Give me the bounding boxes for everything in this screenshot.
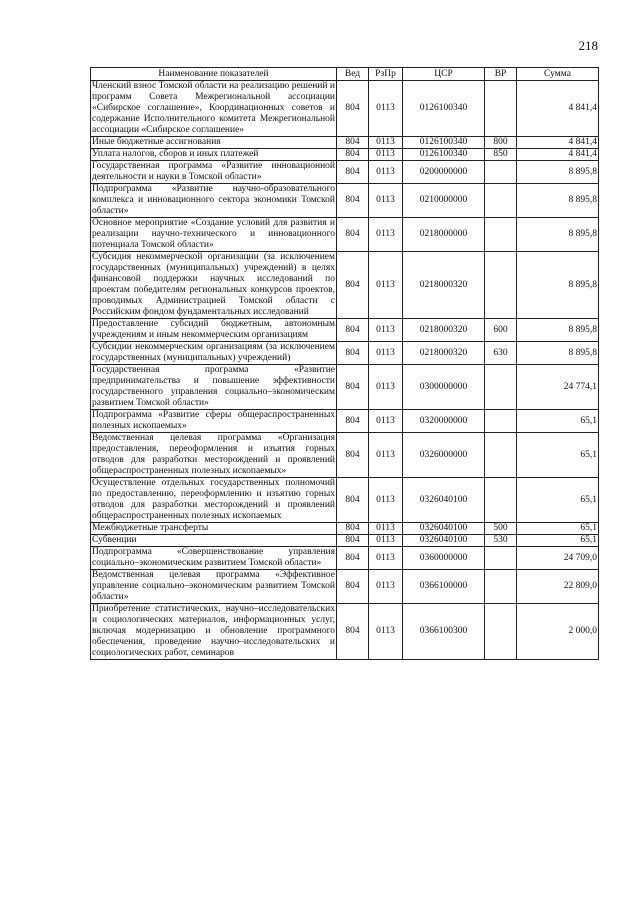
cell-name: Субсидия некоммерческой организации (за исключением государственных (муниципальных) учреждений) в целях финансовой поддержки научных исследований по проектам победителям региональных конкурсов проектов, проводимых Администрацией Томской области с Российским фондом фундаментальных исследований [92, 252, 335, 317]
cell-ved: 804 [337, 433, 369, 478]
table-row [91, 218, 599, 252]
cell-sum: 65,1 [517, 478, 599, 523]
cell-ved: 804 [337, 342, 369, 365]
cell-name: Ведомственная целевая программа «Организация предоставления, переоформления и изъятия горных отводов для разработки месторождений и проявлений общераспространенных полезных ископаемых» [92, 433, 335, 476]
cell-csr: 0320000000 [403, 410, 485, 433]
cell-rzpr: 0113 [369, 149, 403, 161]
table-row [91, 319, 599, 342]
cell-csr: 0126100340 [403, 137, 485, 149]
table-row [91, 81, 599, 137]
table-row [91, 410, 599, 433]
cell-vr: 850 [485, 149, 517, 161]
cell-name: Субсидии некоммерческим организациям (за исключением государственных (муниципальных) учреждений) [92, 342, 335, 363]
cell-vr: 500 [485, 523, 517, 535]
cell-csr: 0326040100 [403, 478, 485, 523]
cell-vr [485, 81, 517, 137]
column-header-name: Наименование показателей [91, 68, 337, 81]
cell-csr: 0360000000 [403, 547, 485, 570]
cell-name: Подпрограмма «Развитие научно-образовательного комплекса и инновационного сектора экономики Томской области» [92, 184, 335, 216]
column-header-vr: ВР [485, 68, 517, 81]
cell-name: Межбюджетные трансферты [91, 523, 337, 535]
cell-csr: 0218000320 [403, 342, 485, 365]
column-header-ved: Вед [337, 68, 369, 81]
cell-ved: 804 [337, 365, 369, 410]
cell-ved: 804 [337, 161, 369, 184]
cell-csr: 0326040100 [403, 535, 485, 547]
column-header-rzpr: РзПр [369, 68, 403, 81]
cell-sum: 24 709,0 [517, 547, 599, 570]
cell-vr: 530 [485, 535, 517, 547]
cell-rzpr: 0113 [369, 342, 403, 365]
cell-ved: 804 [337, 410, 369, 433]
table-row [91, 547, 599, 570]
cell-csr: 0218000320 [403, 319, 485, 342]
table-row [91, 342, 599, 365]
cell-ved: 804 [337, 478, 369, 523]
cell-ved: 804 [337, 523, 369, 535]
cell-csr: 0326000000 [403, 433, 485, 478]
cell-name: Членский взнос Томской области на реализацию решений и программ Совета Межрегиональной ассоциации «Сибирское соглашение», Координационных советов и содержание Исполнительного комитета Межрегиональной ассоциации «Сибирское соглашение» [92, 81, 335, 135]
cell-csr: 0218000000 [403, 218, 485, 252]
cell-vr [485, 252, 517, 319]
cell-vr [485, 410, 517, 433]
cell-rzpr: 0113 [369, 81, 403, 137]
cell-name: Предоставление субсидий бюджетным, автономным учреждениям и иным некоммерческим организациям [92, 319, 335, 340]
cell-sum: 4 841,4 [517, 81, 599, 137]
table-row [91, 433, 599, 478]
cell-ved: 804 [337, 184, 369, 218]
cell-name: Подпрограмма «Совершенствование управления социально–экономическим развитием Томской области» [92, 547, 335, 568]
cell-rzpr: 0113 [369, 319, 403, 342]
budget-table [90, 67, 599, 660]
cell-sum: 8 895,8 [517, 252, 599, 319]
table-row [91, 137, 599, 149]
cell-rzpr: 0113 [369, 410, 403, 433]
cell-vr [485, 184, 517, 218]
cell-csr: 0218000320 [403, 252, 485, 319]
table-header-row [91, 68, 599, 81]
cell-sum: 8 895,8 [517, 184, 599, 218]
cell-ved: 804 [337, 149, 369, 161]
cell-rzpr: 0113 [369, 252, 403, 319]
cell-rzpr: 0113 [369, 523, 403, 535]
cell-vr [485, 604, 517, 660]
cell-ved: 804 [337, 252, 369, 319]
cell-sum: 65,1 [517, 433, 599, 478]
cell-vr: 630 [485, 342, 517, 365]
cell-ved: 804 [337, 547, 369, 570]
cell-sum: 2 000,0 [517, 604, 599, 660]
cell-vr [485, 433, 517, 478]
cell-vr [485, 478, 517, 523]
cell-rzpr: 0113 [369, 365, 403, 410]
cell-name: Государственная программа «Развитие предпринимательства и повышение эффективности государственного управления социально–экономическим развитием Томской области» [92, 365, 335, 408]
table-row [91, 523, 599, 535]
cell-name: Приобретение статистических, научно–исследовательских и социологических материалов, информационных услуг, включая модернизацию и обновление программного обеспечения, проведение научно–исследовательских и социологических работ, семинаров [92, 604, 335, 658]
table-row [91, 478, 599, 523]
cell-vr: 800 [485, 137, 517, 149]
cell-rzpr: 0113 [369, 604, 403, 660]
table-row [91, 535, 599, 547]
cell-csr: 0126100340 [403, 81, 485, 137]
cell-ved: 804 [337, 570, 369, 604]
cell-rzpr: 0113 [369, 184, 403, 218]
cell-sum: 8 895,8 [517, 319, 599, 342]
cell-csr: 0366100300 [403, 604, 485, 660]
cell-ved: 804 [337, 137, 369, 149]
cell-csr: 0300000000 [403, 365, 485, 410]
cell-sum: 65,1 [517, 523, 599, 535]
column-header-sum: Сумма [517, 68, 599, 81]
cell-sum: 22 809,0 [517, 570, 599, 604]
cell-vr [485, 365, 517, 410]
page-number: 218 [578, 38, 598, 53]
table-row [91, 604, 599, 660]
cell-vr [485, 218, 517, 252]
cell-csr: 0200000000 [403, 161, 485, 184]
cell-rzpr: 0113 [369, 478, 403, 523]
cell-ved: 804 [337, 218, 369, 252]
cell-sum: 8 895,8 [517, 342, 599, 365]
cell-csr: 0210000000 [403, 184, 485, 218]
cell-sum: 4 841,4 [517, 137, 599, 149]
table-row [91, 149, 599, 161]
cell-sum: 8 895,8 [517, 218, 599, 252]
cell-name: Уплата налогов, сборов и иных платежей [91, 149, 337, 161]
cell-name: Иные бюджетные ассигнования [91, 137, 337, 149]
column-header-csr: ЦСР [403, 68, 485, 81]
table-row [91, 184, 599, 218]
cell-vr [485, 547, 517, 570]
cell-sum: 24 774,1 [517, 365, 599, 410]
cell-rzpr: 0113 [369, 535, 403, 547]
cell-name: Государственная программа «Развитие инновационной деятельности и науки в Томской области» [92, 161, 335, 182]
cell-ved: 804 [337, 81, 369, 137]
cell-rzpr: 0113 [369, 137, 403, 149]
cell-rzpr: 0113 [369, 161, 403, 184]
cell-name: Подпрограмма «Развитие сферы общераспространенных полезных ископаемых» [92, 410, 335, 431]
table-row [91, 365, 599, 410]
cell-ved: 804 [337, 319, 369, 342]
cell-sum: 8 895,8 [517, 161, 599, 184]
cell-rzpr: 0113 [369, 570, 403, 604]
cell-csr: 0126100340 [403, 149, 485, 161]
cell-sum: 4 841,4 [517, 149, 599, 161]
cell-rzpr: 0113 [369, 547, 403, 570]
cell-ved: 804 [337, 604, 369, 660]
cell-vr: 600 [485, 319, 517, 342]
table-row [91, 570, 599, 604]
cell-csr: 0366100000 [403, 570, 485, 604]
cell-name: Ведомственная целевая программа «Эффективное управление социально–экономическим развитием Томской области» [92, 570, 335, 602]
cell-name: Основное мероприятие «Создание условий для развития и реализации научно-технического и инновационного потенциала Томской области» [92, 218, 335, 250]
cell-sum: 65,1 [517, 410, 599, 433]
cell-sum: 65,1 [517, 535, 599, 547]
table-row [91, 161, 599, 184]
cell-csr: 0326040100 [403, 523, 485, 535]
cell-name: Осуществление отдельных государственных полномочий по предоставлению, переоформлению и изъятию горных отводов для разработки месторождений и проявлений общераспространенных полезных ископаемых [92, 478, 335, 521]
cell-name: Субвенции [91, 535, 337, 547]
cell-rzpr: 0113 [369, 218, 403, 252]
table-row [91, 252, 599, 319]
cell-vr [485, 570, 517, 604]
cell-rzpr: 0113 [369, 433, 403, 478]
cell-ved: 804 [337, 535, 369, 547]
cell-vr [485, 161, 517, 184]
